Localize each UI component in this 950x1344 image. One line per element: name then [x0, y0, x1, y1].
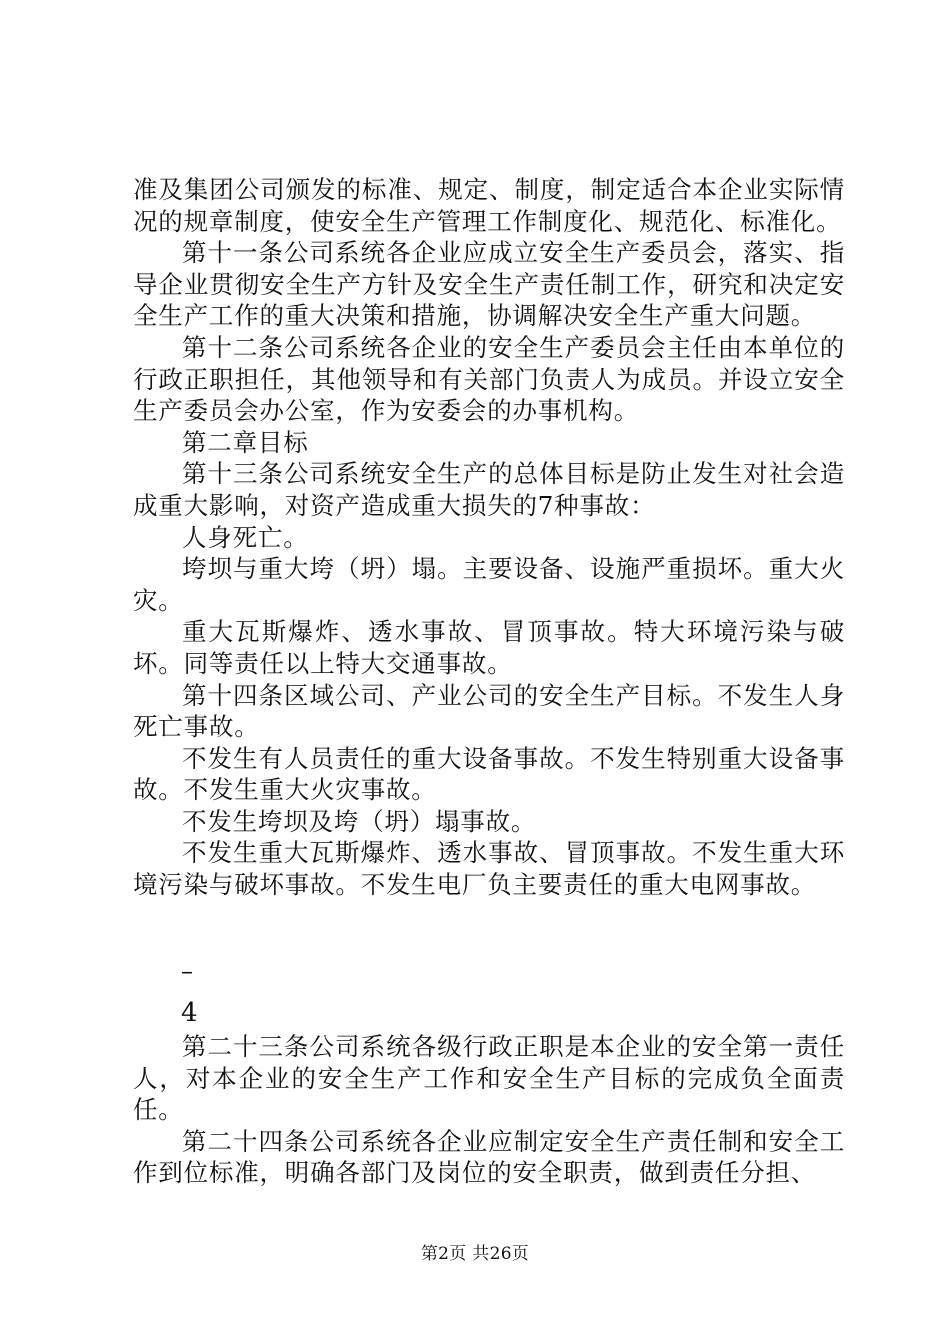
page-footer: 第2页 共26页 [420, 1244, 530, 1264]
paragraph-item-dam: 不发生垮坝及垮（坍）塌事故。 [182, 806, 537, 836]
body-text-bottom [133, 1031, 845, 1189]
paragraph-item-death: 人身死亡。 [182, 522, 309, 552]
paragraph-article-11: 第十一条公司系统各企业应成立安全生产委员会，落实、指导企业贯彻安全生产方针及安全生产责任制工作，研究和决定安全生产工作的重大决策和措施，协调解决安全生产重大问题。 [133, 238, 845, 331]
separator-dash: – [181, 957, 193, 985]
paragraph-item-collapse: 垮坝与重大垮（坍）塌。主要设备、设施严重损坏。重大火灾。 [133, 554, 845, 615]
separator-number: 4 [181, 998, 198, 1028]
body-text-top [133, 174, 845, 901]
paragraph-item-gas-explosion: 重大瓦斯爆炸、透水事故、冒顶事故。特大环境污染与破坏。同等责任以上特大交通事故。 [133, 617, 845, 678]
chapter-heading: 第二章目标 [182, 427, 309, 457]
paragraph-article-14: 第十四条区域公司、产业公司的安全生产目标。不发生人身死亡事故。 [133, 680, 845, 742]
paragraph-item-environment: 不发生重大瓦斯爆炸、透水事故、冒顶事故。不发生重大环境污染与破坏事故。不发生电厂负主要责任的重大电网事故。 [133, 838, 845, 900]
paragraph-article-13: 第十三条公司系统安全生产的总体目标是防止发生对社会造成重大影响，对资产造成重大损失的7种事故： [133, 459, 845, 520]
paragraph-continuation: 准及集团公司颁发的标准、规定、制度，制定适合本企业实际情况的规章制度，使安全生产管理工作制度化、规范化、标准化。 [133, 175, 845, 236]
paragraph-article-24: 第二十四条公司系统各企业应制定安全生产责任制和安全工作到位标准，明确各部门及岗位的安全职责，做到责任分担、 [133, 1126, 845, 1188]
paragraph-article-12: 第十二条公司系统各企业的安全生产委员会主任由本单位的行政正职担任，其他领导和有关部门负责人为成员。并设立安全生产委员会办公室，作为安委会的办事机构。 [133, 332, 845, 426]
paragraph-item-equipment: 不发生有人员责任的重大设备事故。不发生特别重大设备事故。不发生重大火灾事故。 [133, 743, 845, 805]
paragraph-article-23: 第二十三条公司系统各级行政正职是本企业的安全第一责任人，对本企业的安全生产工作和安全生产目标的完成负全面责任。 [133, 1032, 845, 1125]
